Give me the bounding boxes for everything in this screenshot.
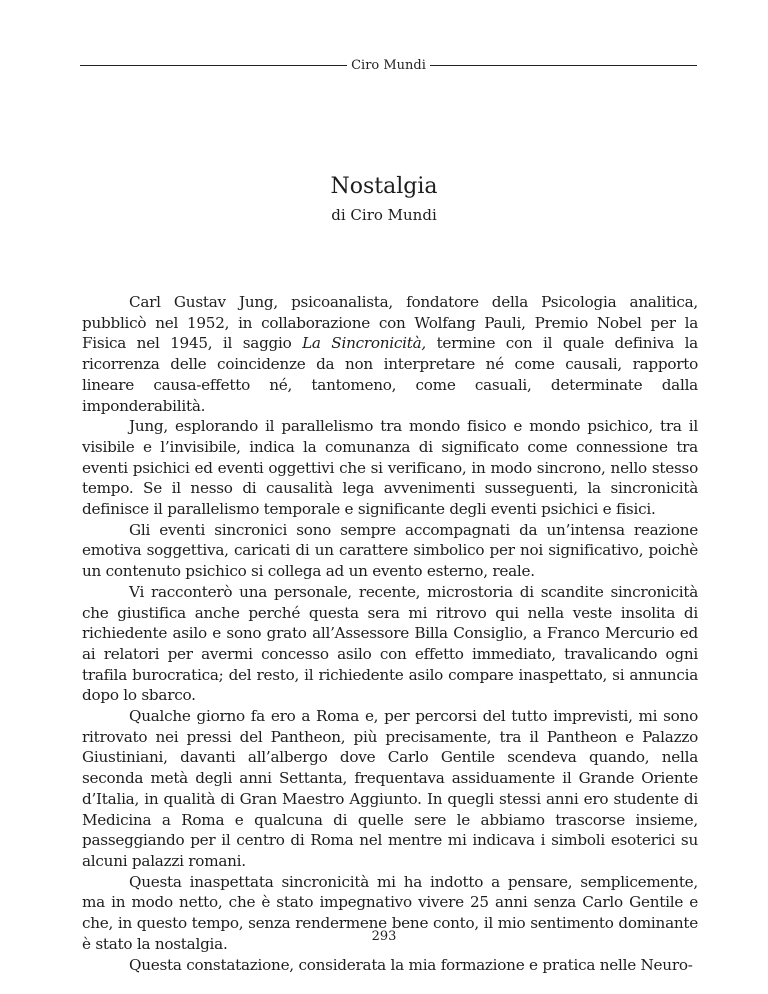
header-rule-left [80, 65, 347, 66]
paragraph-5: Qualche giorno fa ero a Roma e, per percorsi del tutto imprevisti, mi sono ritrovato nei pressi del Pantheon, più precisamente, tra il Pantheon e Palazzo Giustiniani, davanti all’albergo dove Carlo Gentile scendeva quando, nella seconda metà degli anni Settanta, frequentava assiduamente il Grande Oriente d’Italia, in qualità di Gran Maestro Aggiunto. In quegli stessi anni ero studente di Medicina a Roma e qualcuna di quelle sere le abbiamo trascorse insieme, passeggiando per il centro di Roma nel mentre mi indicava i simboli esoterici su alcuni palazzi romani. [82, 707, 698, 870]
running-head: Ciro Mundi [351, 57, 426, 73]
paragraph-2: Jung, esplorando il parallelismo tra mondo fisico e mondo psichico, tra il visibile e l’invisibile, indica la comunanza di significato come connessione tra eventi psichici ed eventi oggettivi che si verificano, in modo sincrono, nello stesso tempo. Se il nesso di causalità lega avvenimenti susseguenti, la sincronicità definisce il parallelismo temporale e significante degli eventi psichici e fisici. [82, 417, 698, 519]
header-rule-right [430, 65, 697, 66]
paragraph-7: Questa constatazione, considerata la mia formazione e pratica nelle Neuro- [129, 955, 693, 974]
paragraph-1 [82, 292, 698, 416]
book-title-italic: La Sincronicità, [302, 334, 426, 353]
article-body [82, 292, 698, 975]
paragraph-1-text-a: Carl Gustav Jung, psicoanalista, fondatore della Psicologia analitica, pubblicò nel 1952, in collaborazione con Wolfang Pauli, Premio Nobel per la Fisica nel 1945, il saggio [82, 293, 698, 353]
paragraph-3: Gli eventi sincronici sono sempre accompagnati da un’intensa reazione emotiva soggettiva, caricati di un carattere simbolico per noi significativo, poichè un contenuto psichico si collega ad un evento esterno, reale. [82, 520, 698, 581]
article-title: Nostalgia [330, 174, 438, 199]
article-byline: di Ciro Mundi [331, 206, 437, 224]
running-header [80, 56, 697, 74]
paragraph-6: Questa inaspettata sincronicità mi ha indotto a pensare, semplicemente, ma in modo netto, che è stato impegnativo vivere 25 anni senza Carlo Gentile e che, in questo tempo, senza rendermene bene conto, il mio sentimento dominante è stato la nostalgia. [82, 872, 698, 953]
paragraph-4: Vi racconterò una personale, recente, microstoria di scandite sincronicità che giustifica anche perché questa sera mi ritrovo qui nella veste insolita di richiedente asilo e sono grato all’Assessore Billa Consiglio, a Franco Mercurio ed ai relatori per avermi concesso asilo con effetto immediato, travalicando ogni trafila burocratica; del resto, il richiedente asilo compare inaspettato, si annuncia dopo lo sbarco. [82, 582, 698, 705]
page-number: 293 [371, 929, 397, 944]
paragraph-1-text-b: termine con il quale definiva la ricorrenza delle coincidenze da non interpretare né come causali, rapporto lineare causa-effetto né, tantomeno, come casuali, determinate dalla imponderabilità. [82, 334, 698, 415]
